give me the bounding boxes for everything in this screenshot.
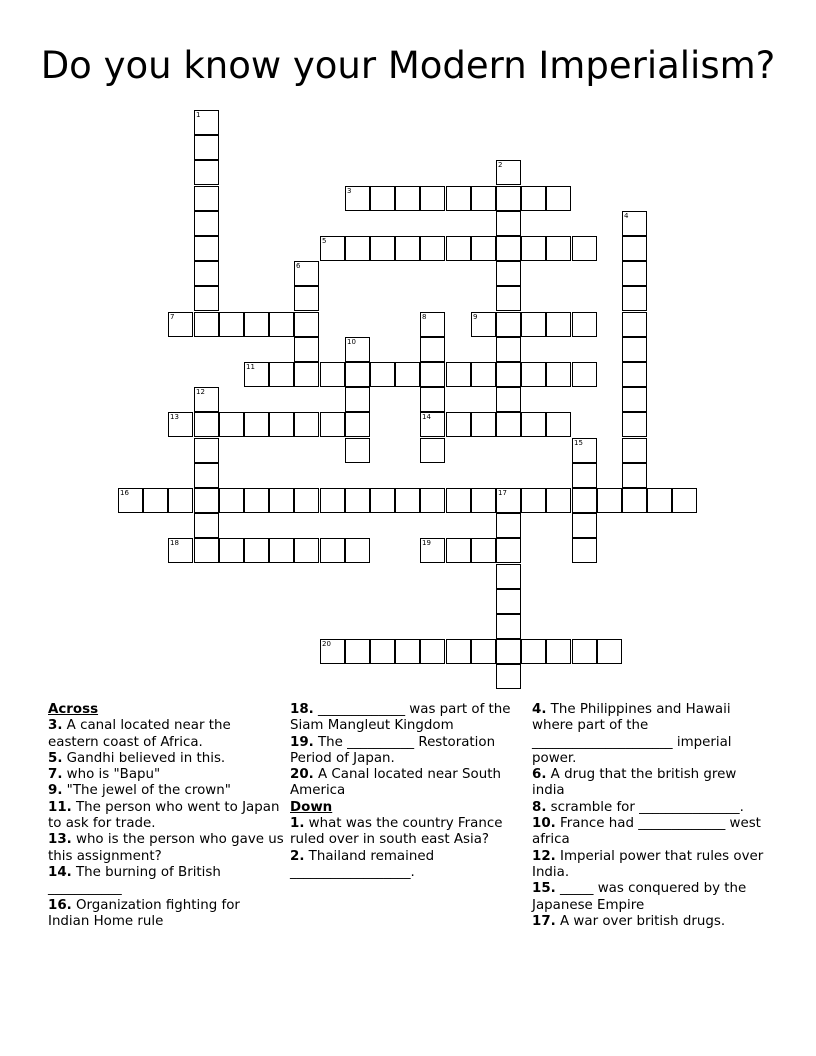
grid-cell[interactable] — [219, 412, 244, 437]
grid-cell[interactable] — [622, 286, 647, 311]
cell-number: 2 — [498, 161, 503, 169]
cell-number: 6 — [296, 262, 301, 270]
grid-cell[interactable] — [622, 412, 647, 437]
cell-number: 4 — [624, 212, 629, 220]
grid-cell[interactable] — [496, 211, 521, 236]
clue-number: 11. — [48, 799, 72, 815]
grid-cell[interactable] — [496, 614, 521, 639]
grid-cell[interactable] — [168, 488, 193, 513]
clue-number: 14. — [48, 864, 72, 880]
grid-cell[interactable] — [420, 538, 445, 563]
clue-4 — [532, 702, 768, 767]
grid-cell[interactable] — [622, 261, 647, 286]
cell-number: 14 — [422, 413, 431, 421]
clue-12 — [532, 849, 768, 882]
grid-cell[interactable] — [471, 538, 496, 563]
grid-cell[interactable] — [496, 589, 521, 614]
grid-cell[interactable] — [572, 236, 597, 261]
grid-cell[interactable] — [269, 412, 294, 437]
across-heading: Across — [48, 702, 99, 717]
cell-number: 18 — [170, 539, 179, 547]
grid-cell[interactable] — [420, 236, 445, 261]
cell-number: 11 — [246, 363, 255, 371]
clue-15 — [532, 881, 768, 914]
grid-cell[interactable] — [521, 412, 546, 437]
grid-cell[interactable] — [496, 261, 521, 286]
grid-cell[interactable] — [269, 362, 294, 387]
clue-9 — [48, 783, 284, 799]
clue-8 — [532, 800, 768, 816]
clue-number: 2. — [290, 848, 305, 864]
grid-cell[interactable] — [446, 412, 471, 437]
down-heading: Down — [290, 799, 333, 815]
grid-cell[interactable] — [143, 488, 168, 513]
grid-cell[interactable] — [546, 186, 571, 211]
clue-text: Organization fighting for Indian Home rule — [48, 897, 240, 929]
clue-16 — [48, 898, 284, 931]
grid-cell[interactable] — [194, 160, 219, 185]
grid-cell[interactable] — [420, 362, 445, 387]
grid-cell[interactable] — [521, 488, 546, 513]
grid-cell[interactable] — [496, 186, 521, 211]
grid-cell[interactable] — [521, 312, 546, 337]
clue-column-3 — [532, 702, 768, 930]
grid-cell[interactable] — [420, 438, 445, 463]
clue-10 — [532, 816, 768, 849]
cell-number: 5 — [322, 237, 327, 245]
grid-cell[interactable] — [345, 186, 370, 211]
grid-cell[interactable] — [395, 639, 420, 664]
grid-cell[interactable] — [395, 186, 420, 211]
grid-cell[interactable] — [294, 538, 319, 563]
grid-cell[interactable] — [622, 463, 647, 488]
cell-number: 1 — [196, 111, 201, 119]
grid-cell[interactable] — [370, 236, 395, 261]
clue-number: 17. — [532, 913, 556, 929]
grid-cell[interactable] — [622, 488, 647, 513]
clue-13 — [48, 832, 284, 865]
grid-cell[interactable] — [622, 362, 647, 387]
clue-number: 12. — [532, 848, 556, 864]
across-clues-b — [290, 702, 526, 800]
grid-cell[interactable] — [496, 513, 521, 538]
grid-cell[interactable] — [345, 337, 370, 362]
grid-cell[interactable] — [496, 639, 521, 664]
grid-cell[interactable] — [294, 412, 319, 437]
clue-column-1 — [48, 702, 284, 930]
grid-cell[interactable] — [294, 261, 319, 286]
clue-column-2 — [290, 702, 526, 881]
grid-cell[interactable] — [194, 463, 219, 488]
grid-cell[interactable] — [622, 337, 647, 362]
grid-cell[interactable] — [471, 236, 496, 261]
grid-cell[interactable] — [194, 312, 219, 337]
down-clues-b — [532, 702, 768, 930]
grid-cell[interactable] — [622, 387, 647, 412]
grid-cell[interactable] — [194, 412, 219, 437]
clue-text: Thailand remained __________________. — [290, 848, 435, 880]
grid-cell[interactable] — [320, 639, 345, 664]
grid-cell[interactable] — [294, 337, 319, 362]
grid-cell[interactable] — [194, 186, 219, 211]
grid-cell[interactable] — [420, 312, 445, 337]
grid-cell[interactable] — [597, 639, 622, 664]
grid-cell[interactable] — [496, 412, 521, 437]
cell-number: 8 — [422, 313, 427, 321]
clue-text: _____ was conquered by the Japanese Empire — [532, 881, 747, 913]
grid-cell[interactable] — [496, 564, 521, 589]
clue-number: 5. — [48, 750, 63, 766]
grid-cell[interactable] — [370, 362, 395, 387]
grid-cell[interactable] — [420, 337, 445, 362]
clue-text: The burning of British ___________ — [48, 864, 221, 897]
grid-cell[interactable] — [194, 110, 219, 135]
grid-cell[interactable] — [546, 236, 571, 261]
grid-cell[interactable] — [496, 160, 521, 185]
grid-cell[interactable] — [622, 312, 647, 337]
grid-cell[interactable] — [269, 488, 294, 513]
grid-cell[interactable] — [496, 362, 521, 387]
grid-cell[interactable] — [446, 488, 471, 513]
grid-cell[interactable] — [294, 488, 319, 513]
grid-cell[interactable] — [294, 362, 319, 387]
grid-cell[interactable] — [446, 236, 471, 261]
clue-number: 13. — [48, 832, 72, 848]
clue-number: 6. — [532, 767, 547, 783]
clue-text: "The jewel of the crown" — [62, 783, 231, 799]
puzzle-title: Do you know your Modern Imperialism? — [40, 44, 776, 87]
clue-text: scramble for _______________. — [546, 799, 744, 815]
grid-cell[interactable] — [194, 513, 219, 538]
clue-6 — [532, 767, 768, 800]
grid-cell[interactable] — [496, 236, 521, 261]
grid-cell[interactable] — [219, 488, 244, 513]
grid-cell[interactable] — [572, 463, 597, 488]
grid-cell[interactable] — [496, 286, 521, 311]
clue-text: Gandhi believed in this. — [62, 750, 226, 766]
grid-cell[interactable] — [546, 639, 571, 664]
grid-cell[interactable] — [395, 362, 420, 387]
cell-number: 17 — [498, 489, 507, 497]
grid-cell[interactable] — [446, 362, 471, 387]
grid-cell[interactable] — [546, 412, 571, 437]
cell-number: 9 — [473, 313, 478, 321]
grid-cell[interactable] — [496, 337, 521, 362]
grid-cell[interactable] — [345, 488, 370, 513]
grid-cell[interactable] — [194, 438, 219, 463]
grid-cell[interactable] — [244, 412, 269, 437]
grid-cell[interactable] — [320, 488, 345, 513]
grid-cell[interactable] — [345, 412, 370, 437]
grid-cell[interactable] — [496, 312, 521, 337]
grid-cell[interactable] — [194, 387, 219, 412]
grid-cell[interactable] — [244, 488, 269, 513]
grid-cell[interactable] — [194, 236, 219, 261]
clue-number: 20. — [290, 767, 314, 783]
grid-cell[interactable] — [572, 362, 597, 387]
clue-number: 4. — [532, 702, 547, 717]
across-clues-a — [48, 718, 284, 930]
grid-cell[interactable] — [546, 362, 571, 387]
grid-cell[interactable] — [194, 286, 219, 311]
clue-number: 19. — [290, 734, 314, 750]
clue-1 — [290, 816, 526, 849]
clue-14 — [48, 865, 284, 898]
grid-cell[interactable] — [420, 412, 445, 437]
grid-cell[interactable] — [521, 236, 546, 261]
down-clues-a — [290, 816, 526, 881]
cell-number: 12 — [196, 388, 205, 396]
grid-cell[interactable] — [672, 488, 697, 513]
grid-cell[interactable] — [546, 312, 571, 337]
grid-cell[interactable] — [420, 488, 445, 513]
grid-cell[interactable] — [572, 513, 597, 538]
grid-cell[interactable] — [446, 538, 471, 563]
grid-cell[interactable] — [244, 312, 269, 337]
grid-cell[interactable] — [496, 664, 521, 689]
grid-cell[interactable] — [446, 639, 471, 664]
clue-number: 9. — [48, 783, 63, 799]
grid-cell[interactable] — [521, 362, 546, 387]
grid-cell[interactable] — [622, 211, 647, 236]
clue-number: 3. — [48, 718, 63, 734]
grid-cell[interactable] — [471, 362, 496, 387]
clue-2 — [290, 849, 526, 882]
clue-text: what was the country France ruled over in south east Asia? — [290, 816, 503, 848]
clue-11 — [48, 800, 284, 833]
grid-cell[interactable] — [420, 639, 445, 664]
clue-number: 8. — [532, 799, 547, 815]
grid-cell[interactable] — [345, 236, 370, 261]
clue-19 — [290, 735, 526, 768]
clue-number: 15. — [532, 881, 556, 897]
grid-cell[interactable] — [168, 412, 193, 437]
grid-cell[interactable] — [320, 412, 345, 437]
grid-cell[interactable] — [572, 639, 597, 664]
clue-text: A Canal located near South America — [290, 767, 501, 799]
grid-cell[interactable] — [194, 211, 219, 236]
grid-cell[interactable] — [597, 488, 622, 513]
grid-cell[interactable] — [168, 538, 193, 563]
grid-cell[interactable] — [269, 312, 294, 337]
grid-cell[interactable] — [521, 639, 546, 664]
grid-cell[interactable] — [572, 312, 597, 337]
clue-text: The __________ Restoration Period of Japan. — [290, 734, 496, 766]
grid-cell[interactable] — [471, 312, 496, 337]
grid-cell[interactable] — [168, 312, 193, 337]
clue-text: A war over british drugs. — [555, 913, 726, 929]
grid-cell[interactable] — [370, 186, 395, 211]
grid-cell[interactable] — [194, 488, 219, 513]
grid-cell[interactable] — [244, 538, 269, 563]
clue-text: _____________ was part of the Siam Mangleut Kingdom — [290, 702, 511, 734]
grid-cell[interactable] — [118, 488, 143, 513]
grid-cell[interactable] — [345, 362, 370, 387]
grid-cell[interactable] — [345, 639, 370, 664]
clue-20 — [290, 767, 526, 800]
grid-cell[interactable] — [219, 312, 244, 337]
cell-number: 20 — [322, 640, 331, 648]
grid-cell[interactable] — [471, 639, 496, 664]
grid-cell[interactable] — [370, 639, 395, 664]
grid-cell[interactable] — [622, 438, 647, 463]
grid-cell[interactable] — [546, 488, 571, 513]
clue-text: France had _____________ west africa — [532, 816, 761, 848]
clue-3 — [48, 718, 284, 751]
grid-cell[interactable] — [294, 286, 319, 311]
clue-text: A drug that the british grew india — [532, 767, 737, 799]
cell-number: 15 — [574, 439, 583, 447]
cell-number: 13 — [170, 413, 179, 421]
grid-cell[interactable] — [471, 186, 496, 211]
clue-number: 16. — [48, 897, 72, 913]
grid-cell[interactable] — [471, 412, 496, 437]
cell-number: 10 — [347, 338, 356, 346]
grid-cell[interactable] — [269, 538, 294, 563]
grid-cell[interactable] — [420, 186, 445, 211]
clue-text: who is "Bapu" — [62, 767, 161, 783]
clue-18 — [290, 702, 526, 735]
grid-cell[interactable] — [572, 438, 597, 463]
clue-5 — [48, 751, 284, 767]
cell-number: 16 — [120, 489, 129, 497]
grid-cell[interactable] — [496, 538, 521, 563]
grid-cell[interactable] — [446, 186, 471, 211]
clue-number: 10. — [532, 816, 556, 832]
grid-cell[interactable] — [194, 261, 219, 286]
grid-cell[interactable] — [572, 488, 597, 513]
grid-cell[interactable] — [345, 538, 370, 563]
grid-cell[interactable] — [345, 438, 370, 463]
grid-cell[interactable] — [219, 538, 244, 563]
clue-text: A canal located near the eastern coast of Africa. — [48, 718, 231, 750]
clue-text: The Philippines and Hawaii where part of the _____________________ imperial power. — [532, 702, 732, 766]
clue-number: 18. — [290, 702, 314, 717]
grid-cell[interactable] — [420, 387, 445, 412]
grid-cell[interactable] — [194, 135, 219, 160]
grid-cell[interactable] — [194, 538, 219, 563]
grid-cell[interactable] — [345, 387, 370, 412]
grid-cell[interactable] — [496, 387, 521, 412]
grid-cell[interactable] — [294, 312, 319, 337]
grid-cell[interactable] — [244, 362, 269, 387]
grid-cell[interactable] — [370, 488, 395, 513]
cell-number: 7 — [170, 313, 175, 321]
grid-cell[interactable] — [395, 236, 420, 261]
grid-cell[interactable] — [320, 236, 345, 261]
grid-cell[interactable] — [320, 362, 345, 387]
clue-7 — [48, 767, 284, 783]
clue-number: 7. — [48, 767, 63, 783]
grid-cell[interactable] — [572, 538, 597, 563]
grid-cell[interactable] — [496, 488, 521, 513]
cell-number: 3 — [347, 187, 352, 195]
grid-cell[interactable] — [521, 186, 546, 211]
clue-text: Imperial power that rules over India. — [532, 848, 764, 880]
clue-17 — [532, 914, 768, 930]
clue-number: 1. — [290, 816, 305, 832]
grid-cell[interactable] — [647, 488, 672, 513]
clue-text: who is the person who gave us this assignment? — [48, 832, 284, 864]
grid-cell[interactable] — [320, 538, 345, 563]
cell-number: 19 — [422, 539, 431, 547]
grid-cell[interactable] — [622, 236, 647, 261]
grid-cell[interactable] — [471, 488, 496, 513]
grid-cell[interactable] — [395, 488, 420, 513]
clue-text: The person who went to Japan to ask for trade. — [48, 799, 280, 832]
